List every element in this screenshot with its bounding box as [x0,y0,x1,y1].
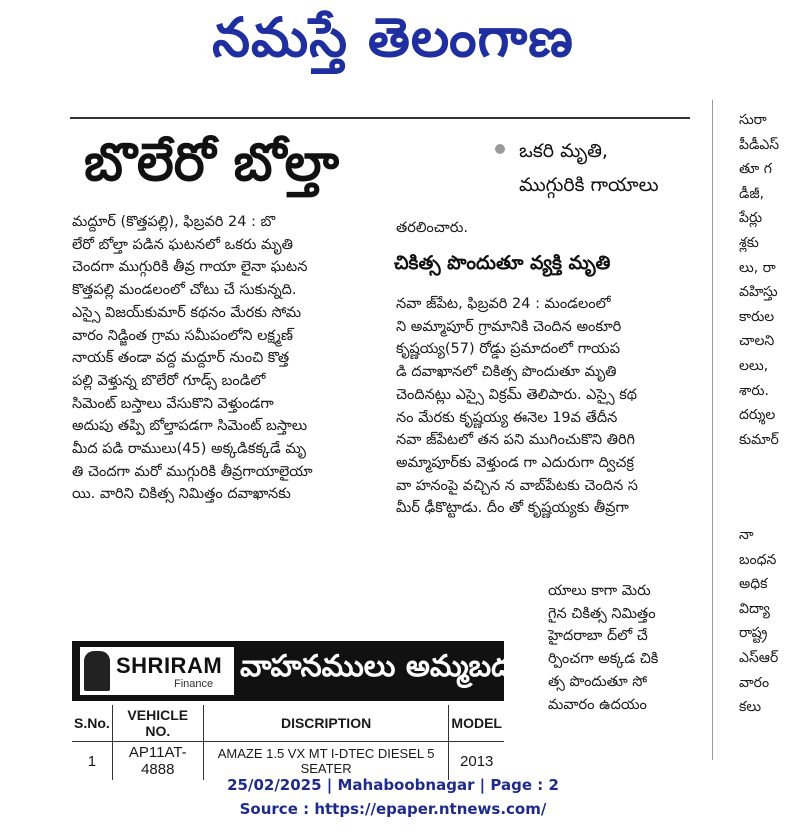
text-line: కొత్తపల్లి మండలంలో చోటు చే సుకున్నది. [72,282,297,299]
text-line: త్స పొందుతూ సో [548,673,648,690]
adjacent-article-bottom [739,523,786,720]
vehicle-sale-ad [72,641,556,778]
text-line: మీద పడి రాములు(45) అక్కడికక్కడే మృ [72,441,306,458]
text-line: లు, రా [739,259,776,276]
text-line: ని అమ్మాపూర్ గ్రామానికి చెందిన అంకూరి [396,318,622,335]
ad-banner [72,641,556,701]
bullet-line-2: ముగ్గురికి గాయాలు [519,174,659,196]
text-line: దర్శుల [739,407,776,424]
text-line: అధిక [739,576,768,593]
article-column-3 [548,580,688,716]
text-line: మద్దూర్ (కొత్తపల్లి), ఫిబ్రవరి 24 : బొ [72,214,276,230]
text-line: వహిస్తు [739,284,778,301]
text-line: కుమార్ [739,431,779,448]
text-line: శారు. [739,382,769,399]
text-line: మవారం ఉదయం [548,696,647,713]
text-line: కారుల [739,308,775,325]
adjacent-article-top [739,108,786,452]
article-column-1 [72,211,374,506]
column-header: MODEL [449,705,504,742]
text-line: బంధన [739,551,777,568]
text-line: యి. వారిని చికిత్స నిమిత్తం దవాఖానకు [72,486,291,503]
text-line: అమ్మాపూర్‌కు వెళ్తుండ గా ఎదురుగా ద్విచక్ర [396,454,634,471]
text-line: సిమెంట్ బస్తాలు వేసుకొని వెళ్తుండగా [72,395,274,412]
page-footer [0,773,786,821]
article-column-2-top [396,217,688,240]
text-line: తి చెందగా మరో ముగ్గురికి తీవ్రగాయాలైయా [72,463,313,480]
text-line: శ్లకు [739,234,759,251]
text-line: కృష్ణయ్య(57) రోడ్డు ప్రమాదంలో గాయప [396,341,620,358]
text-line: డీజీ, [739,185,765,202]
masthead [0,0,786,82]
text-line: పేర్లు [739,210,763,227]
text-line: మీర్ ఢీకొట్టాడు. దీం తో కృష్ణయ్యకు తీవ్రగా [396,500,629,517]
newspaper-logo: నమస్తే తెలంగాణ [212,6,574,69]
column-header: DISCRIPTION [203,705,449,742]
table-header-row [72,705,504,742]
footer-date-edition: 25/02/2025 | Mahaboobnagar | Page : 2 [227,776,559,794]
mascot-icon [84,651,110,691]
text-line: నం మేరకు కృష్ణయ్య ఈనెల 19వ తేదీన [396,409,618,426]
text-line: అదుపు తప్పి బోల్తాపడగా సిమెంట్ బస్తాలు [72,418,308,435]
text-line: హైదరాబా ద్‌లో చే [548,628,648,645]
text-line: సురా [739,112,767,128]
text-line: పల్లి వెళ్తున్న బొలేరో గూడ్స్ బండిలో [72,372,266,389]
text-line: కలు [739,699,762,716]
text-line: ఎస్ఆర్ [739,649,779,666]
text-line: నవా జ్‌పేట, ఫిబ్రవరి 24 : మండలంలో [396,296,611,312]
article-headline: బొలేరో బోల్తా [84,133,340,193]
table-cell: 1 [87,752,97,770]
text-line: చెందగా ముగ్గురికి తీవ్ర గాయా లైనా ఘటన [72,259,308,276]
text-line: నవా జ్‌పేటలో తన పని ముగించుకొని తిరిగి [396,432,635,449]
table-cell: AMAZE 1.5 VX MT I-DTEC DIESEL 5 SEATER [203,742,449,781]
column-divider [712,100,713,760]
article-column-2 [396,293,688,520]
bullet-dot-icon [495,144,505,154]
article-top-rule [70,117,690,119]
text-line: ఎస్సై విజయ్‌కుమార్ కథనం మేరకు సోమ [72,304,302,321]
text-line: తూ గ [739,161,772,178]
text-line: యాలు కాగా మెరు [548,583,651,599]
table-cell: AP11AT-4888 [112,742,203,781]
text-line: నాయక్ తండా వద్ద మద్దూర్ నుంచి కొత్త [72,350,290,367]
text-line: నా [739,527,754,543]
shriram-logo [80,647,234,695]
text-line: గైన చికిత్స నిమిత్తం [548,605,656,622]
ad-vehicle-table [72,705,504,780]
text-line: చాలని [739,333,775,350]
column-header: VEHICLE NO. [112,705,203,742]
ad-brand: SHRIRAM [116,653,223,678]
text-line: వారం [739,674,770,691]
headline-bullets [495,134,685,202]
text-line: రాష్ట్ర [739,625,768,642]
text-line: వా హనంపై వచ్చిన న వాబ్‌పేటకు చెందిన స [396,477,638,494]
footer-source-link[interactable]: Source : https://epaper.ntnews.com/ [239,800,547,818]
sub-headline: చికిత్స పొందుతూ వ్యక్తి మృతి [394,252,611,274]
text-line: చెందినట్లు ఎస్సై విక్రమ్ తెలిపారు. ఎస్సై కథ [396,386,638,403]
ad-title: వాహనములు అమ్మబడును [240,649,556,684]
text-line: పీడీఎస్ [739,136,780,153]
ad-brand-sub: Finance [174,678,214,690]
text-line: విద్యా [739,600,770,617]
text-line: తరలించారు. [396,220,468,236]
text-line: డి దవాఖానలో చికిత్స పొందుతూ మృతి [396,364,617,381]
text-line: వారం నిడ్జింత గ్రామ సమీపంలోని లక్ష్మణ్ [72,327,293,344]
column-header: S.No. [72,705,112,742]
bullet-line-1: ఒకరి మృతి, [519,140,608,162]
table-cell: 2013 [449,742,504,781]
text-line: లేరో బోల్తా పడిన ఘటనలో ఒకరు మృతి [72,236,293,253]
text-line: లలు, [739,357,769,374]
text-line: ర్పించగా అక్కడ చికి [548,651,659,668]
